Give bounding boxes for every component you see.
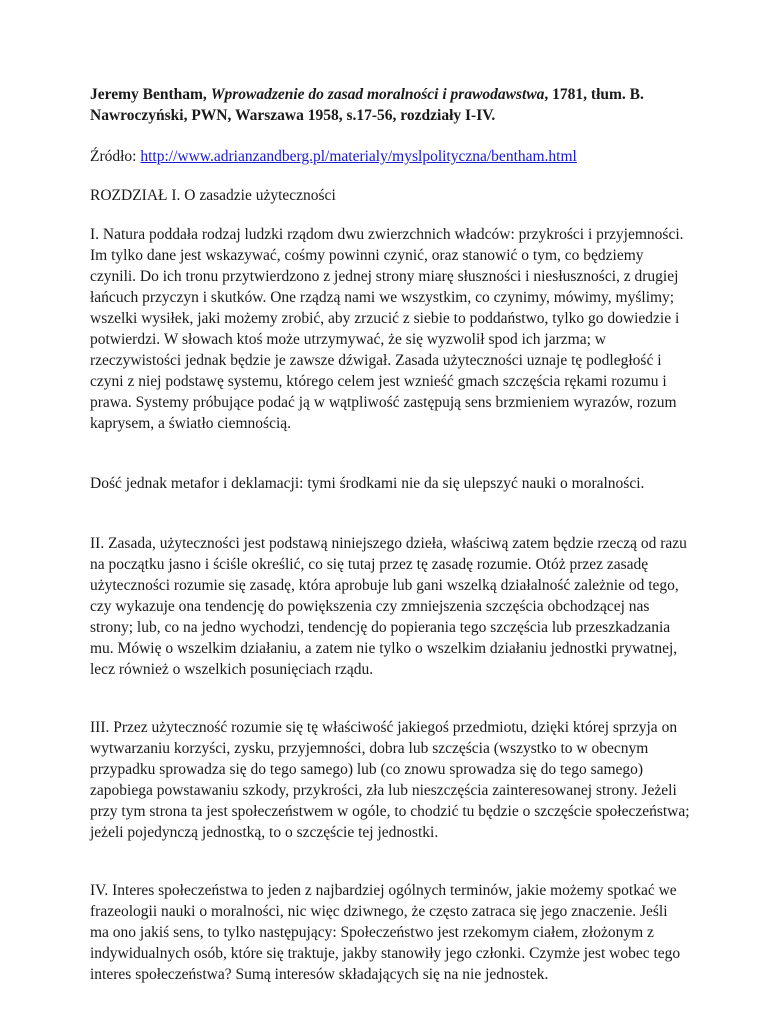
paragraph-5: IV. Interes społeczeństwa to jeden z najbardziej ogólnych terminów, jakie możemy spotkać we frazeologii nauki o moralności, nic więc dziwnego, że często zatraca się jego znaczenie. Jeśli ma ono jakiś sens, to tylko następujący: Społeczeństwo jest rzekomym ciałem, złożonym z indywidualnych osób, które się traktuje, jakby stanowiły jego członki. Czymże jest wobec tego interes społeczeństwa? Sumą interesów składających się na nie jednostek. — [90, 882, 681, 983]
citation-header — [90, 84, 690, 126]
paragraph-4: III. Przez użyteczność rozumie się tę właściwość jakiegoś przedmiotu, dzięki której sprzyja on wytwarzaniu korzyści, zysku, przyjemności, dobra lub szczęścia (wszystko to w obecnym przypadku sprowadza się do tego samego) lub (co znowu sprowadza się do tego samego) zapobiega powstawaniu szkody, przykrości, zła lub nieszczęścia zainteresowanej strony. Jeżeli przy tym strona ta jest społeczeństwem w ogóle, to chodzić tu będzie o szczęście społeczeństwa; jeżeli pojedynczą jednostką, to o szczęście tej jednostki. — [90, 719, 690, 841]
citation-details: , 1781, tłum. B. Nawroczyński, PWN, Warszawa 1958, s.17-56, rozdziały I-IV. — [90, 86, 644, 124]
paragraph-1: I. Natura poddała rodzaj ludzki rządom dwu zwierzchnich władców: przykrości i przyjemności. Im tylko dane jest wskazywać, cośmy powinni czynić, oraz stanowić o tym, co będziemy czynili. Do ich tronu przytwierdzono z jednej strony miarę słuszności i niesłuszności, z drugiej łańcuch przyczyn i skutków. One rządzą nami we wszystkim, co czynimy, mówimy, myślimy; wszelki wysiłek, jaki możemy zrobić, aby zrzucić z siebie to poddaństwo, tylko go dowiedzie i potwierdzi. W słowach ktoś może utrzymywać, że się wyzwolił spod ich jarzma; w rzeczywistości jednak będzie je zawsze dźwigał. Zasada użyteczności uznaje tę podległość i czyni z niej podstawę systemu, którego celem jest wznieść gmach szczęścia rękami rozumu i prawa. Systemy próbujące podać ją w wątpliwość zastępują sens brzmieniem wyrazów, rozum kaprysem, a światło ciemnością. — [90, 226, 684, 432]
paragraph-2: Dość jednak metafor i deklamacji: tymi środkami nie da się ulepszyć nauki o moralności. — [90, 475, 645, 492]
chapter-heading: ROZDZIAŁ I. O zasadzie użyteczności — [90, 187, 336, 204]
source-link[interactable]: http://www.adrianzandberg.pl/materialy/myslpolityczna/bentham.html — [140, 148, 577, 165]
source-line — [90, 146, 690, 167]
citation-title: Wprowadzenie do zasad moralności i prawodawstwa — [210, 86, 545, 103]
citation-author: Jeremy Bentham, — [90, 86, 207, 103]
source-label: Źródło: — [90, 148, 141, 165]
paragraph-3: II. Zasada, użyteczności jest podstawą niniejszego dzieła, właściwą zatem będzie rzeczą od razu na początku jasno i ściśle określić, co się tutaj przez tę zasadę rozumie. Otóż przez zasadę użyteczności rozumie się zasadę, która aprobuje lub gani wszelką działalność zależnie od tego, czy wykazuje ona tendencję do powiększenia czy zmniejszenia szczęścia obchodzącej nas strony; lub, co na jedno wychodzi, tendencję do popierania tego szczęścia lub przeszkadzania mu. Mówię o wszelkim działaniu, a zatem nie tylko o wszelkim działaniu jednostki prywatnej, lecz również o wszelkich posunięciach rządu. — [90, 535, 687, 678]
document-page — [90, 84, 690, 1022]
